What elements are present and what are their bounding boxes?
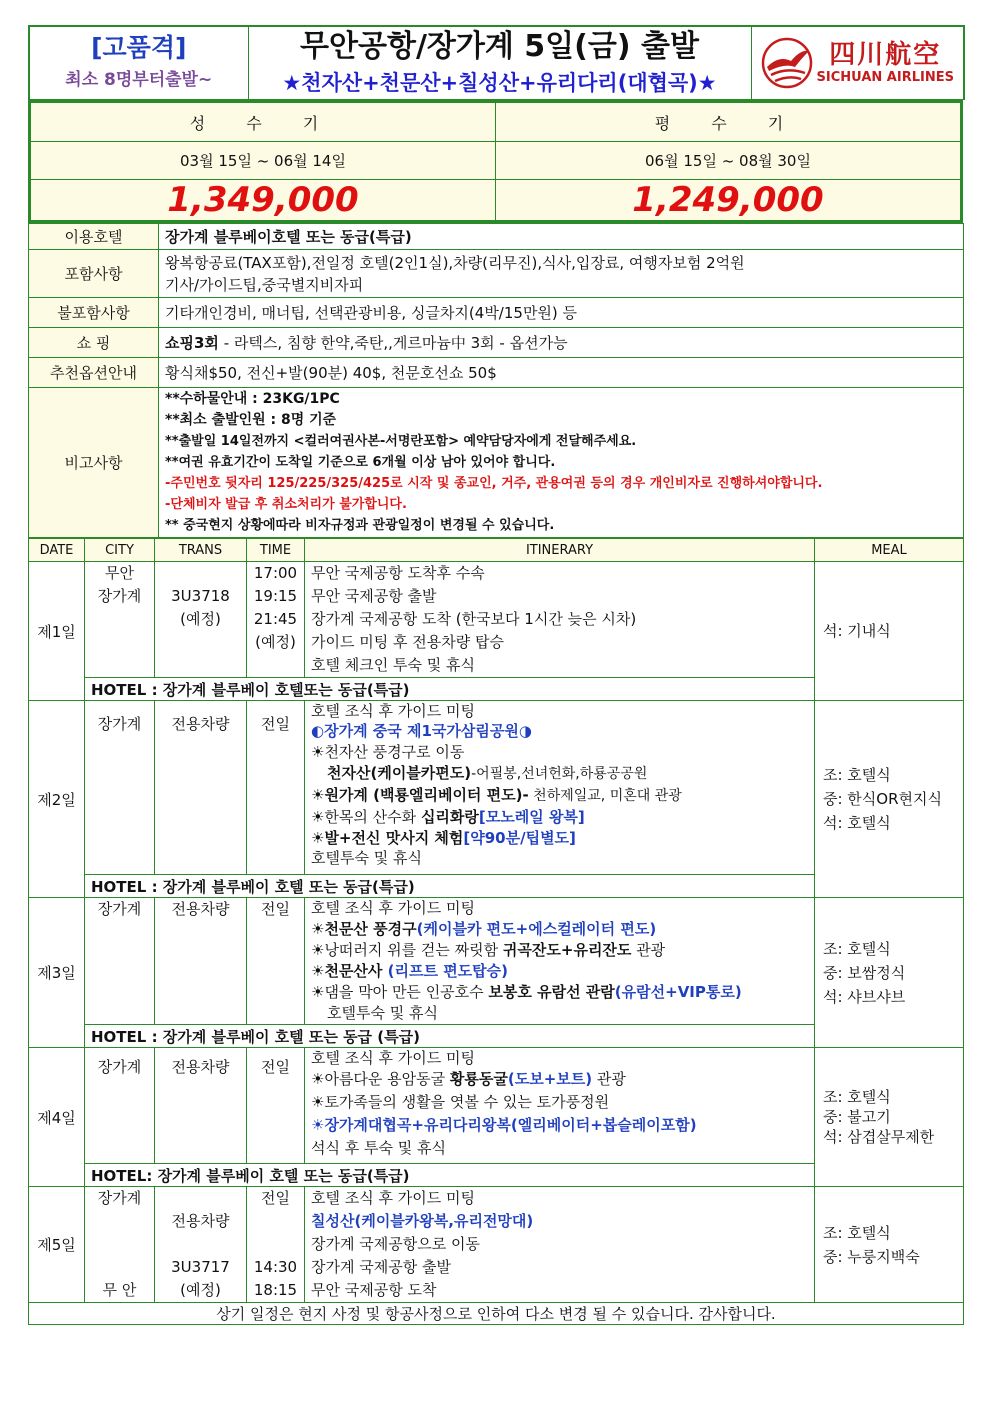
flight-note: (예정) <box>180 610 221 628</box>
attraction-name: 귀곡잔도+유리잔도 <box>502 941 632 959</box>
season-regular-period: 06월 15일 ~ 08월 30일 <box>496 142 962 180</box>
day3-date: 제3일 <box>29 898 85 1048</box>
exclude-label: 불포함사항 <box>29 298 159 328</box>
shopping-detail: - 라텍스, 침향 한약,죽탄,,게르마늄中 3회 - 옵션가능 <box>218 333 568 352</box>
meal-line: 중: 보쌈정식 <box>823 963 906 982</box>
time-value: 21:45 <box>253 610 298 628</box>
itinerary-line <box>305 981 814 1003</box>
itinerary-line: ◐장가계 중국 제1국가삼림공원◑ <box>311 722 532 740</box>
day1-itinerary <box>305 562 815 678</box>
transport: 전용차량 <box>171 715 230 733</box>
option-label: 추천옵션안내 <box>29 358 159 388</box>
city-name: 무안 <box>105 564 134 582</box>
itinerary-line: 호텔투숙 및 휴식 <box>311 849 422 867</box>
attraction-detail: -어필봉,선녀헌화,하룡공공원 <box>471 766 648 782</box>
city-name: 장가계 <box>97 1058 142 1076</box>
attraction-detail: 관광 <box>592 1070 626 1088</box>
itinerary-line: 무안 국제공항 도착 <box>311 1281 437 1299</box>
grade-cell <box>29 26 248 100</box>
day5-trans <box>155 1187 247 1303</box>
meal-line: 조: 호텔식 <box>823 939 891 958</box>
meal-line: 중: 한식OR현지식 <box>823 790 942 808</box>
attraction-detail: 천하제일교, 미혼대 관광 <box>528 788 682 804</box>
itinerary-line: ☀장가계대협곡+유리다리왕복(엘리베이터+봅슬레이포함) <box>311 1116 697 1134</box>
day3-meal <box>815 898 964 1048</box>
itinerary-line <box>305 919 814 940</box>
time-value: 18:15 <box>253 1281 298 1299</box>
note-min-pax: **최소 출발인원 : 8명 기준 <box>165 412 337 428</box>
day5-meal <box>815 1187 964 1303</box>
itinerary-line: 호텔투숙 및 휴식 <box>327 1004 438 1022</box>
shopping-value <box>159 328 964 358</box>
day4-time <box>247 1048 305 1164</box>
include-line: 왕복항공료(TAX포함),전일정 호텔(2인1실),차량(리무진),식사,입장료, 여행자보험 2억원 <box>165 253 745 272</box>
note-passport-copy: **출발일 14일전까지 <컬러여권사본-서명란포함> 예약담당자에게 전달해주세요. <box>165 434 637 449</box>
time-value: 17:00 <box>253 564 298 582</box>
transport: 전용차량 <box>171 900 230 918</box>
meal-line: 조: 호텔식 <box>823 1088 891 1106</box>
itinerary-line: 장가계 국제공항 도착 (한국보다 1시간 늦은 시차) <box>311 610 637 628</box>
airline-logo <box>752 28 964 99</box>
include-label: 포함사항 <box>29 250 159 298</box>
notes-label: 비고사항 <box>29 388 159 538</box>
time-value: 전일 <box>261 1058 290 1076</box>
meal-line: 석: 샤브샤브 <box>823 987 906 1006</box>
season-peak-price: 1,349,000 <box>30 180 496 222</box>
meal-line: 석: 기내식 <box>823 622 891 640</box>
grade-label: [고품격] <box>91 33 187 62</box>
attraction-detail: ☀낭떠러지 위를 걷는 짜릿함 <box>311 941 503 959</box>
meal-line: 석: 삼겹살무제한 <box>823 1128 935 1146</box>
include-value <box>159 250 964 298</box>
city-name: 장가계 <box>97 587 142 605</box>
airline-bird-icon <box>761 37 813 89</box>
day4-trans <box>155 1048 247 1164</box>
day2-meal <box>815 701 964 898</box>
page-title: 무안공항/장가계 5일(금) 출발 <box>300 29 699 64</box>
col-date: DATE <box>29 539 85 562</box>
spacer <box>155 562 246 585</box>
attraction-note: (도보+보트) <box>507 1070 593 1088</box>
spacer <box>85 1210 154 1279</box>
season-regular-price: 1,249,000 <box>496 180 962 222</box>
itinerary-line: 석식 후 투숙 및 휴식 <box>311 1139 446 1157</box>
itinerary-line: 호텔 체크인 투숙 및 휴식 <box>311 656 475 674</box>
itinerary-line: 호텔 조식 후 가이드 미팅 <box>311 1049 475 1067</box>
itinerary-line: 호텔 조식 후 가이드 미팅 <box>311 702 475 720</box>
note-baggage: **수하물안내 : 23KG/1PC <box>165 391 340 407</box>
meal-line: 중: 불고기 <box>823 1108 891 1126</box>
itinerary-line: ☀토가족들의 생활을 엿볼 수 있는 토가풍정원 <box>311 1093 610 1111</box>
footer-row <box>29 1303 964 1325</box>
itinerary-line: 호텔 조식 후 가이드 미팅 <box>311 1189 475 1207</box>
season-peak-period: 03월 15일 ~ 06월 14일 <box>30 142 496 180</box>
tour-sheet <box>28 25 963 1325</box>
attraction-name: 보봉호 유람선 관람 <box>488 983 615 1001</box>
title-cell <box>248 26 751 100</box>
day5-city <box>85 1187 155 1303</box>
attraction-detail: ☀한목의 산수화 <box>311 808 421 826</box>
day1-trans <box>155 562 247 678</box>
itinerary-line <box>305 828 814 849</box>
attraction-name: 천자산(케이블카편도) <box>327 764 472 782</box>
season-regular-label: 평 수 기 <box>496 102 962 142</box>
itinerary-line: 칠성산(케이블카왕복,유리전망대) <box>311 1212 534 1230</box>
day3-trans <box>155 898 247 1025</box>
hotel-value: 장가계 블루베이호텔 또는 동급(특급) <box>159 224 964 250</box>
day3-row <box>29 898 964 1025</box>
day4-date: 제4일 <box>29 1048 85 1187</box>
note-local-change: ** 중국현지 상황에따라 비자규정과 관광일정이 변경될 수 있습니다. <box>165 518 555 533</box>
day2-itinerary <box>305 701 815 875</box>
season-peak-label: 성 수 기 <box>30 102 496 142</box>
info-table <box>28 223 964 538</box>
header <box>28 25 965 100</box>
footer-note: 상기 일정은 현지 사정 및 항공사정으로 인하여 다소 변경 될 수 있습니다. 감사합니다. <box>29 1303 964 1325</box>
note-visa-individual: -주민번호 뒷자리 125/225/325/425로 시작 및 종교인, 거주, 관용여권 등의 경우 개인비자로 진행하셔야합니다. <box>165 476 823 491</box>
include-line: 기사/가이드팁,중국별지비자피 <box>165 275 364 294</box>
day4-city <box>85 1048 155 1164</box>
itinerary-line <box>305 763 814 785</box>
attraction-name: 황룡동굴 <box>449 1070 508 1088</box>
flight-number: 3U3718 <box>171 587 230 605</box>
page-subtitle: ★천자산+천문산+칠성산+유리다리(대협곡)★ <box>282 71 717 95</box>
col-time: TIME <box>247 539 305 562</box>
day1-time <box>247 562 305 678</box>
time-value: 14:30 <box>253 1258 298 1276</box>
attraction-detail: ☀댐을 막아 만든 인공호수 <box>311 983 489 1001</box>
meal-line: 조: 호텔식 <box>823 766 891 784</box>
day2-hotel: HOTEL : 장가계 블루베이 호텔 또는 동급(특급) <box>85 875 815 898</box>
itinerary-line: 무안 국제공항 도착후 수속 <box>311 564 485 582</box>
attraction-name: ☀천문산사 <box>311 962 388 980</box>
meal-line: 조: 호텔식 <box>823 1223 891 1242</box>
attraction-detail: ☀아름다운 용암동굴 <box>311 1070 450 1088</box>
attraction-name: 십리화랑 <box>420 808 479 826</box>
spacer <box>247 1210 304 1256</box>
note-passport-validity: **여권 유효기간이 도착일 기준으로 6개월 이상 남아 있어야 합니다. <box>165 455 556 470</box>
day1-city <box>85 562 155 678</box>
itinerary-line: 장가계 국제공항으로 이동 <box>311 1235 480 1253</box>
time-value: 전일 <box>261 715 290 733</box>
attraction-detail: 관광 <box>631 941 666 959</box>
airline-name-cn: 四川航空 <box>829 40 942 70</box>
notes-value <box>159 388 964 538</box>
exclude-value: 기타개인경비, 매너팁, 선택관광비용, 싱글차지(4박/15만원) 등 <box>159 298 964 328</box>
day4-row <box>29 1048 964 1164</box>
day1-row <box>29 562 964 678</box>
time-value: 전일 <box>261 900 290 918</box>
day5-itinerary <box>305 1187 815 1303</box>
itinerary-line: ☀천자산 풍경구로 이동 <box>311 743 465 761</box>
day5-time <box>247 1187 305 1303</box>
shopping-count: 쇼핑3회 <box>165 333 219 352</box>
day2-date: 제2일 <box>29 701 85 898</box>
day3-time <box>247 898 305 1025</box>
city-name: 장가계 <box>97 1189 142 1207</box>
meal-line: 석: 호텔식 <box>823 814 891 832</box>
attraction-note: (유람선+VIP통로) <box>614 983 742 1001</box>
col-meal: MEAL <box>815 539 964 562</box>
day3-hotel: HOTEL : 장가계 블루베이 호텔 또는 동급 (특급) <box>85 1025 815 1048</box>
airline-name-en: SICHUAN AIRLINES <box>816 70 954 85</box>
time-value: (예정) <box>255 633 296 651</box>
price-table <box>28 100 963 223</box>
col-itinerary: ITINERARY <box>305 539 815 562</box>
day4-hotel: HOTEL: 장가계 블루베이 호텔 또는 동급(특급) <box>85 1164 815 1187</box>
itinerary-line <box>305 940 814 961</box>
airline-logo-cell <box>751 26 964 100</box>
day5-row <box>29 1187 964 1303</box>
attraction-note: [약90분/팁별도] <box>463 829 576 847</box>
min-pax-label: 최소 8명부터출발~ <box>65 70 213 90</box>
itinerary-line: 가이드 미팅 후 전용차량 탑승 <box>311 633 504 651</box>
attraction-note: (리프트 편도탑승) <box>387 962 509 980</box>
day3-city <box>85 898 155 1025</box>
time-value: 19:15 <box>253 587 298 605</box>
attraction-name: ☀천문산 풍경구 <box>311 920 417 938</box>
col-city: CITY <box>85 539 155 562</box>
city-name: 무 안 <box>102 1281 137 1299</box>
attraction-name: ☀원가계 (백룡엘리베이터 편도)- <box>311 786 529 804</box>
flight-number: 3U3717 <box>171 1258 230 1276</box>
day4-meal <box>815 1048 964 1187</box>
itinerary-line <box>305 1068 814 1091</box>
itinerary-table <box>28 538 964 1325</box>
itinerary-line <box>305 961 814 981</box>
meal-line: 중: 누룽지백숙 <box>823 1247 920 1266</box>
attraction-name: ☀발+전신 맛사지 체험 <box>311 829 464 847</box>
itinerary-line: 무안 국제공항 출발 <box>311 587 437 605</box>
hotel-label: 이용호텔 <box>29 224 159 250</box>
itinerary-line: 장가계 국제공항 출발 <box>311 1258 451 1276</box>
col-trans: TRANS <box>155 539 247 562</box>
flight-note: (예정) <box>180 1281 221 1299</box>
transport: 전용차량 <box>171 1212 230 1230</box>
spacer <box>155 1233 246 1256</box>
transport: 전용차량 <box>171 1058 230 1076</box>
time-value: 전일 <box>261 1189 290 1207</box>
itinerary-line: 호텔 조식 후 가이드 미팅 <box>311 899 475 917</box>
day2-trans <box>155 701 247 875</box>
day2-row <box>29 701 964 875</box>
city-name: 장가계 <box>97 900 142 918</box>
shopping-label: 쇼 핑 <box>29 328 159 358</box>
attraction-note: (케이블카 편도+에스컬레이터 편도) <box>416 920 657 938</box>
day2-city <box>85 701 155 875</box>
day1-hotel: HOTEL : 장가계 블루베이 호텔또는 동급(특급) <box>85 678 815 701</box>
note-visa-cancel: -단체비자 발급 후 취소처리가 불가합니다. <box>165 497 407 512</box>
day5-date: 제5일 <box>29 1187 85 1303</box>
spacer <box>155 1187 246 1210</box>
day3-itinerary <box>305 898 815 1025</box>
day1-meal <box>815 562 964 701</box>
attraction-note: [모노레일 왕복] <box>478 808 585 826</box>
day2-time <box>247 701 305 875</box>
city-name: 장가계 <box>97 715 142 733</box>
itinerary-line <box>305 807 814 828</box>
option-value: 황식채$50, 전신+발(90분) 40$, 천문호선쇼 50$ <box>159 358 964 388</box>
day1-date: 제1일 <box>29 562 85 701</box>
itinerary-line <box>305 785 814 807</box>
day4-itinerary <box>305 1048 815 1164</box>
